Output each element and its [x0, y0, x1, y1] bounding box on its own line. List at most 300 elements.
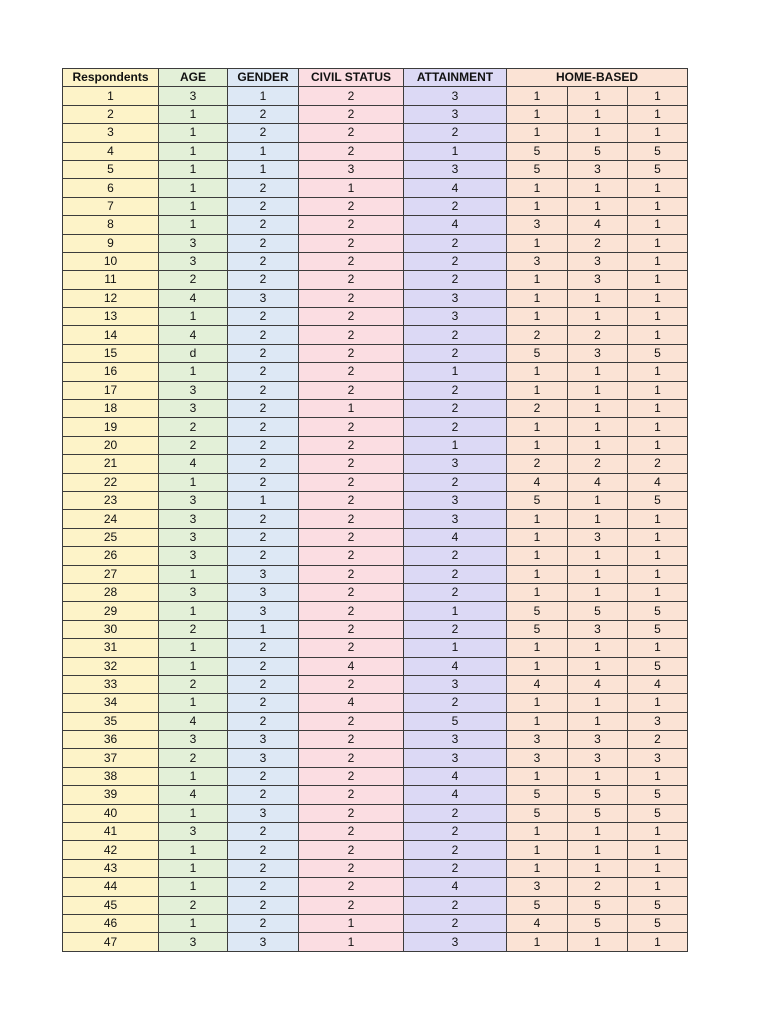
- gender-cell: 1: [228, 160, 299, 178]
- respondent-id-cell: 31: [63, 639, 159, 657]
- home-based-cell-2: 1: [568, 418, 628, 436]
- attainment-cell: 3: [404, 749, 507, 767]
- gender-cell: 2: [228, 859, 299, 877]
- table-row: [63, 271, 688, 289]
- home-based-cell-3: 1: [628, 933, 688, 951]
- age-cell: 3: [159, 823, 228, 841]
- home-based-cell-1: 1: [507, 712, 568, 730]
- home-based-cell-1: 5: [507, 160, 568, 178]
- home-based-cell-1: 5: [507, 896, 568, 914]
- attainment-cell: 2: [404, 473, 507, 491]
- home-based-cell-1: 1: [507, 105, 568, 123]
- home-based-cell-3: 4: [628, 473, 688, 491]
- home-based-cell-2: 1: [568, 179, 628, 197]
- table-row: [63, 620, 688, 638]
- age-cell: 2: [159, 896, 228, 914]
- home-based-cell-1: 2: [507, 326, 568, 344]
- respondent-id-cell: 12: [63, 289, 159, 307]
- attainment-cell: 2: [404, 565, 507, 583]
- respondent-id-cell: 5: [63, 160, 159, 178]
- respondent-id-cell: 28: [63, 583, 159, 601]
- table-row: [63, 160, 688, 178]
- table-row: [63, 602, 688, 620]
- home-based-cell-1: 1: [507, 639, 568, 657]
- respondent-id-cell: 34: [63, 694, 159, 712]
- attainment-cell: 2: [404, 400, 507, 418]
- home-based-cell-3: 1: [628, 436, 688, 454]
- home-based-cell-3: 1: [628, 510, 688, 528]
- gender-cell: 2: [228, 179, 299, 197]
- age-cell: 1: [159, 602, 228, 620]
- home-based-cell-3: 4: [628, 675, 688, 693]
- home-based-cell-2: 4: [568, 473, 628, 491]
- age-cell: 3: [159, 491, 228, 509]
- gender-cell: 2: [228, 216, 299, 234]
- home-based-cell-1: 5: [507, 602, 568, 620]
- attainment-cell: 1: [404, 436, 507, 454]
- respondent-id-cell: 8: [63, 216, 159, 234]
- age-cell: 4: [159, 786, 228, 804]
- attainment-cell: 3: [404, 289, 507, 307]
- age-cell: 3: [159, 510, 228, 528]
- home-based-cell-1: 1: [507, 657, 568, 675]
- attainment-cell: 2: [404, 234, 507, 252]
- gender-cell: 1: [228, 620, 299, 638]
- age-cell: 1: [159, 160, 228, 178]
- home-based-cell-2: 1: [568, 308, 628, 326]
- respondent-id-cell: 1: [63, 87, 159, 105]
- home-based-cell-2: 1: [568, 547, 628, 565]
- age-cell: 1: [159, 142, 228, 160]
- gender-cell: 2: [228, 767, 299, 785]
- respondent-id-cell: 45: [63, 896, 159, 914]
- age-cell: 2: [159, 749, 228, 767]
- respondent-id-cell: 3: [63, 124, 159, 142]
- age-cell: 3: [159, 252, 228, 270]
- home-based-cell-1: 1: [507, 547, 568, 565]
- gender-cell: 2: [228, 197, 299, 215]
- home-based-cell-1: 1: [507, 767, 568, 785]
- header-row: [63, 69, 688, 87]
- attainment-cell: 2: [404, 326, 507, 344]
- attainment-cell: 2: [404, 381, 507, 399]
- civil-status-cell: 2: [299, 289, 404, 307]
- gender-cell: 3: [228, 933, 299, 951]
- age-cell: 1: [159, 694, 228, 712]
- home-based-cell-2: 3: [568, 749, 628, 767]
- header-age: AGE: [159, 69, 228, 87]
- home-based-cell-1: 1: [507, 234, 568, 252]
- civil-status-cell: 2: [299, 234, 404, 252]
- age-cell: 1: [159, 878, 228, 896]
- civil-status-cell: 2: [299, 491, 404, 509]
- table-row: [63, 491, 688, 509]
- gender-cell: 2: [228, 878, 299, 896]
- home-based-cell-2: 4: [568, 675, 628, 693]
- respondent-id-cell: 2: [63, 105, 159, 123]
- home-based-cell-2: 1: [568, 124, 628, 142]
- attainment-cell: 1: [404, 363, 507, 381]
- age-cell: 1: [159, 859, 228, 877]
- home-based-cell-3: 1: [628, 767, 688, 785]
- table-row: [63, 510, 688, 528]
- age-cell: 1: [159, 124, 228, 142]
- table-row: [63, 933, 688, 951]
- civil-status-cell: 2: [299, 142, 404, 160]
- home-based-cell-3: 3: [628, 749, 688, 767]
- age-cell: 1: [159, 804, 228, 822]
- table-row: [63, 197, 688, 215]
- home-based-cell-3: 1: [628, 878, 688, 896]
- civil-status-cell: 2: [299, 749, 404, 767]
- home-based-cell-1: 1: [507, 528, 568, 546]
- age-cell: 3: [159, 381, 228, 399]
- attainment-cell: 3: [404, 675, 507, 693]
- home-based-cell-2: 2: [568, 455, 628, 473]
- home-based-cell-3: 5: [628, 786, 688, 804]
- civil-status-cell: 2: [299, 786, 404, 804]
- home-based-cell-2: 3: [568, 528, 628, 546]
- age-cell: d: [159, 344, 228, 362]
- gender-cell: 2: [228, 363, 299, 381]
- civil-status-cell: 4: [299, 657, 404, 675]
- respondent-id-cell: 15: [63, 344, 159, 362]
- attainment-cell: 2: [404, 547, 507, 565]
- attainment-cell: 3: [404, 455, 507, 473]
- attainment-cell: 4: [404, 528, 507, 546]
- gender-cell: 3: [228, 565, 299, 583]
- gender-cell: 3: [228, 731, 299, 749]
- home-based-cell-2: 3: [568, 620, 628, 638]
- table-row: [63, 878, 688, 896]
- home-based-cell-2: 5: [568, 142, 628, 160]
- attainment-cell: 2: [404, 271, 507, 289]
- gender-cell: 2: [228, 124, 299, 142]
- home-based-cell-2: 5: [568, 914, 628, 932]
- home-based-cell-3: 5: [628, 620, 688, 638]
- gender-cell: 3: [228, 804, 299, 822]
- home-based-cell-3: 1: [628, 418, 688, 436]
- respondent-id-cell: 24: [63, 510, 159, 528]
- age-cell: 2: [159, 675, 228, 693]
- age-cell: 1: [159, 179, 228, 197]
- home-based-cell-1: 5: [507, 344, 568, 362]
- table-row: [63, 252, 688, 270]
- civil-status-cell: 1: [299, 914, 404, 932]
- age-cell: 3: [159, 528, 228, 546]
- age-cell: 2: [159, 418, 228, 436]
- home-based-cell-3: 1: [628, 216, 688, 234]
- home-based-cell-3: 1: [628, 197, 688, 215]
- civil-status-cell: 4: [299, 694, 404, 712]
- gender-cell: 2: [228, 252, 299, 270]
- age-cell: 4: [159, 712, 228, 730]
- home-based-cell-3: 5: [628, 914, 688, 932]
- table-row: [63, 639, 688, 657]
- civil-status-cell: 2: [299, 896, 404, 914]
- gender-cell: 3: [228, 749, 299, 767]
- home-based-cell-1: 1: [507, 436, 568, 454]
- respondent-id-cell: 44: [63, 878, 159, 896]
- home-based-cell-2: 1: [568, 933, 628, 951]
- civil-status-cell: 2: [299, 804, 404, 822]
- attainment-cell: 3: [404, 933, 507, 951]
- respondent-id-cell: 22: [63, 473, 159, 491]
- home-based-cell-3: 1: [628, 639, 688, 657]
- respondent-id-cell: 32: [63, 657, 159, 675]
- home-based-cell-2: 1: [568, 510, 628, 528]
- age-cell: 1: [159, 914, 228, 932]
- attainment-cell: 2: [404, 344, 507, 362]
- gender-cell: 2: [228, 786, 299, 804]
- civil-status-cell: 2: [299, 252, 404, 270]
- home-based-cell-1: 1: [507, 87, 568, 105]
- attainment-cell: 4: [404, 216, 507, 234]
- home-based-cell-1: 1: [507, 381, 568, 399]
- home-based-cell-3: 1: [628, 547, 688, 565]
- gender-cell: 2: [228, 418, 299, 436]
- civil-status-cell: 2: [299, 823, 404, 841]
- civil-status-cell: 2: [299, 216, 404, 234]
- table-row: [63, 914, 688, 932]
- home-based-cell-1: 1: [507, 308, 568, 326]
- civil-status-cell: 2: [299, 602, 404, 620]
- home-based-cell-2: 5: [568, 896, 628, 914]
- attainment-cell: 4: [404, 179, 507, 197]
- home-based-cell-1: 2: [507, 455, 568, 473]
- home-based-cell-3: 1: [628, 308, 688, 326]
- respondent-id-cell: 10: [63, 252, 159, 270]
- home-based-cell-3: 5: [628, 602, 688, 620]
- home-based-cell-2: 1: [568, 639, 628, 657]
- home-based-cell-3: 5: [628, 160, 688, 178]
- gender-cell: 2: [228, 436, 299, 454]
- attainment-cell: 3: [404, 160, 507, 178]
- age-cell: 4: [159, 289, 228, 307]
- respondent-id-cell: 21: [63, 455, 159, 473]
- home-based-cell-3: 1: [628, 381, 688, 399]
- respondent-id-cell: 46: [63, 914, 159, 932]
- civil-status-cell: 2: [299, 363, 404, 381]
- gender-cell: 2: [228, 400, 299, 418]
- attainment-cell: 3: [404, 491, 507, 509]
- home-based-cell-2: 1: [568, 767, 628, 785]
- table-row: [63, 124, 688, 142]
- table-row: [63, 418, 688, 436]
- civil-status-cell: 2: [299, 565, 404, 583]
- home-based-cell-2: 3: [568, 344, 628, 362]
- home-based-cell-1: 3: [507, 216, 568, 234]
- home-based-cell-1: 4: [507, 675, 568, 693]
- respondent-id-cell: 14: [63, 326, 159, 344]
- attainment-cell: 2: [404, 197, 507, 215]
- home-based-cell-2: 1: [568, 400, 628, 418]
- table-row: [63, 896, 688, 914]
- home-based-cell-3: 1: [628, 363, 688, 381]
- age-cell: 1: [159, 197, 228, 215]
- home-based-cell-2: 4: [568, 216, 628, 234]
- table-row: [63, 87, 688, 105]
- civil-status-cell: 2: [299, 510, 404, 528]
- home-based-cell-2: 1: [568, 583, 628, 601]
- table-row: [63, 767, 688, 785]
- home-based-cell-2: 1: [568, 657, 628, 675]
- civil-status-cell: 2: [299, 344, 404, 362]
- home-based-cell-1: 1: [507, 583, 568, 601]
- civil-status-cell: 2: [299, 767, 404, 785]
- home-based-cell-2: 2: [568, 234, 628, 252]
- home-based-cell-3: 1: [628, 565, 688, 583]
- table-row: [63, 804, 688, 822]
- age-cell: 1: [159, 308, 228, 326]
- home-based-cell-2: 5: [568, 804, 628, 822]
- home-based-cell-1: 1: [507, 363, 568, 381]
- age-cell: 3: [159, 731, 228, 749]
- age-cell: 3: [159, 583, 228, 601]
- gender-cell: 2: [228, 694, 299, 712]
- home-based-cell-1: 1: [507, 694, 568, 712]
- home-based-cell-3: 5: [628, 142, 688, 160]
- attainment-cell: 4: [404, 657, 507, 675]
- table-row: [63, 859, 688, 877]
- home-based-cell-1: 1: [507, 823, 568, 841]
- civil-status-cell: 2: [299, 639, 404, 657]
- header-respondents: Respondents: [63, 69, 159, 87]
- gender-cell: 2: [228, 234, 299, 252]
- civil-status-cell: 2: [299, 675, 404, 693]
- table-row: [63, 694, 688, 712]
- home-based-cell-3: 5: [628, 491, 688, 509]
- home-based-cell-1: 1: [507, 859, 568, 877]
- attainment-cell: 1: [404, 142, 507, 160]
- home-based-cell-3: 5: [628, 657, 688, 675]
- attainment-cell: 2: [404, 841, 507, 859]
- table-row: [63, 308, 688, 326]
- home-based-cell-1: 3: [507, 252, 568, 270]
- respondent-id-cell: 7: [63, 197, 159, 215]
- gender-cell: 2: [228, 473, 299, 491]
- gender-cell: 3: [228, 602, 299, 620]
- age-cell: 3: [159, 400, 228, 418]
- attainment-cell: 3: [404, 510, 507, 528]
- gender-cell: 1: [228, 87, 299, 105]
- civil-status-cell: 2: [299, 271, 404, 289]
- home-based-cell-2: 5: [568, 602, 628, 620]
- table-row: [63, 400, 688, 418]
- respondent-id-cell: 38: [63, 767, 159, 785]
- gender-cell: 2: [228, 105, 299, 123]
- respondent-id-cell: 36: [63, 731, 159, 749]
- home-based-cell-3: 1: [628, 289, 688, 307]
- age-cell: 2: [159, 620, 228, 638]
- table-row: [63, 657, 688, 675]
- age-cell: 1: [159, 639, 228, 657]
- table-body: [63, 87, 688, 951]
- gender-cell: 2: [228, 712, 299, 730]
- home-based-cell-3: 5: [628, 344, 688, 362]
- table-row: [63, 473, 688, 491]
- home-based-cell-3: 1: [628, 823, 688, 841]
- civil-status-cell: 2: [299, 436, 404, 454]
- attainment-cell: 2: [404, 583, 507, 601]
- civil-status-cell: 3: [299, 160, 404, 178]
- home-based-cell-1: 1: [507, 197, 568, 215]
- respondent-id-cell: 17: [63, 381, 159, 399]
- home-based-cell-3: 1: [628, 124, 688, 142]
- gender-cell: 2: [228, 639, 299, 657]
- table-row: [63, 381, 688, 399]
- gender-cell: 2: [228, 528, 299, 546]
- table-row: [63, 344, 688, 362]
- home-based-cell-1: 4: [507, 473, 568, 491]
- header-civil-status: CIVIL STATUS: [299, 69, 404, 87]
- civil-status-cell: 2: [299, 731, 404, 749]
- civil-status-cell: 2: [299, 583, 404, 601]
- respondent-id-cell: 26: [63, 547, 159, 565]
- age-cell: 1: [159, 473, 228, 491]
- civil-status-cell: 1: [299, 179, 404, 197]
- home-based-cell-1: 1: [507, 271, 568, 289]
- home-based-cell-1: 5: [507, 786, 568, 804]
- gender-cell: 2: [228, 455, 299, 473]
- table-row: [63, 565, 688, 583]
- civil-status-cell: 2: [299, 455, 404, 473]
- table-row: [63, 234, 688, 252]
- home-based-cell-1: 1: [507, 510, 568, 528]
- home-based-cell-3: 1: [628, 105, 688, 123]
- gender-cell: 3: [228, 583, 299, 601]
- age-cell: 1: [159, 657, 228, 675]
- home-based-cell-2: 2: [568, 326, 628, 344]
- home-based-cell-2: 3: [568, 731, 628, 749]
- respondent-id-cell: 41: [63, 823, 159, 841]
- civil-status-cell: 2: [299, 547, 404, 565]
- attainment-cell: 1: [404, 639, 507, 657]
- gender-cell: 2: [228, 823, 299, 841]
- home-based-cell-1: 5: [507, 804, 568, 822]
- home-based-cell-1: 3: [507, 878, 568, 896]
- respondent-id-cell: 27: [63, 565, 159, 583]
- home-based-cell-2: 1: [568, 381, 628, 399]
- home-based-cell-2: 2: [568, 878, 628, 896]
- gender-cell: 2: [228, 914, 299, 932]
- age-cell: 2: [159, 271, 228, 289]
- home-based-cell-3: 1: [628, 583, 688, 601]
- home-based-cell-2: 1: [568, 565, 628, 583]
- home-based-cell-2: 1: [568, 841, 628, 859]
- respondent-id-cell: 19: [63, 418, 159, 436]
- table-row: [63, 105, 688, 123]
- attainment-cell: 3: [404, 308, 507, 326]
- home-based-cell-1: 1: [507, 289, 568, 307]
- home-based-cell-3: 2: [628, 455, 688, 473]
- respondent-id-cell: 33: [63, 675, 159, 693]
- respondent-id-cell: 18: [63, 400, 159, 418]
- table-row: [63, 436, 688, 454]
- home-based-cell-1: 2: [507, 400, 568, 418]
- home-based-cell-2: 1: [568, 436, 628, 454]
- civil-status-cell: 1: [299, 933, 404, 951]
- table-row: [63, 528, 688, 546]
- attainment-cell: 2: [404, 859, 507, 877]
- header-attainment: ATTAINMENT: [404, 69, 507, 87]
- table-row: [63, 363, 688, 381]
- civil-status-cell: 2: [299, 841, 404, 859]
- attainment-cell: 4: [404, 767, 507, 785]
- attainment-cell: 3: [404, 731, 507, 749]
- home-based-cell-3: 1: [628, 271, 688, 289]
- gender-cell: 2: [228, 510, 299, 528]
